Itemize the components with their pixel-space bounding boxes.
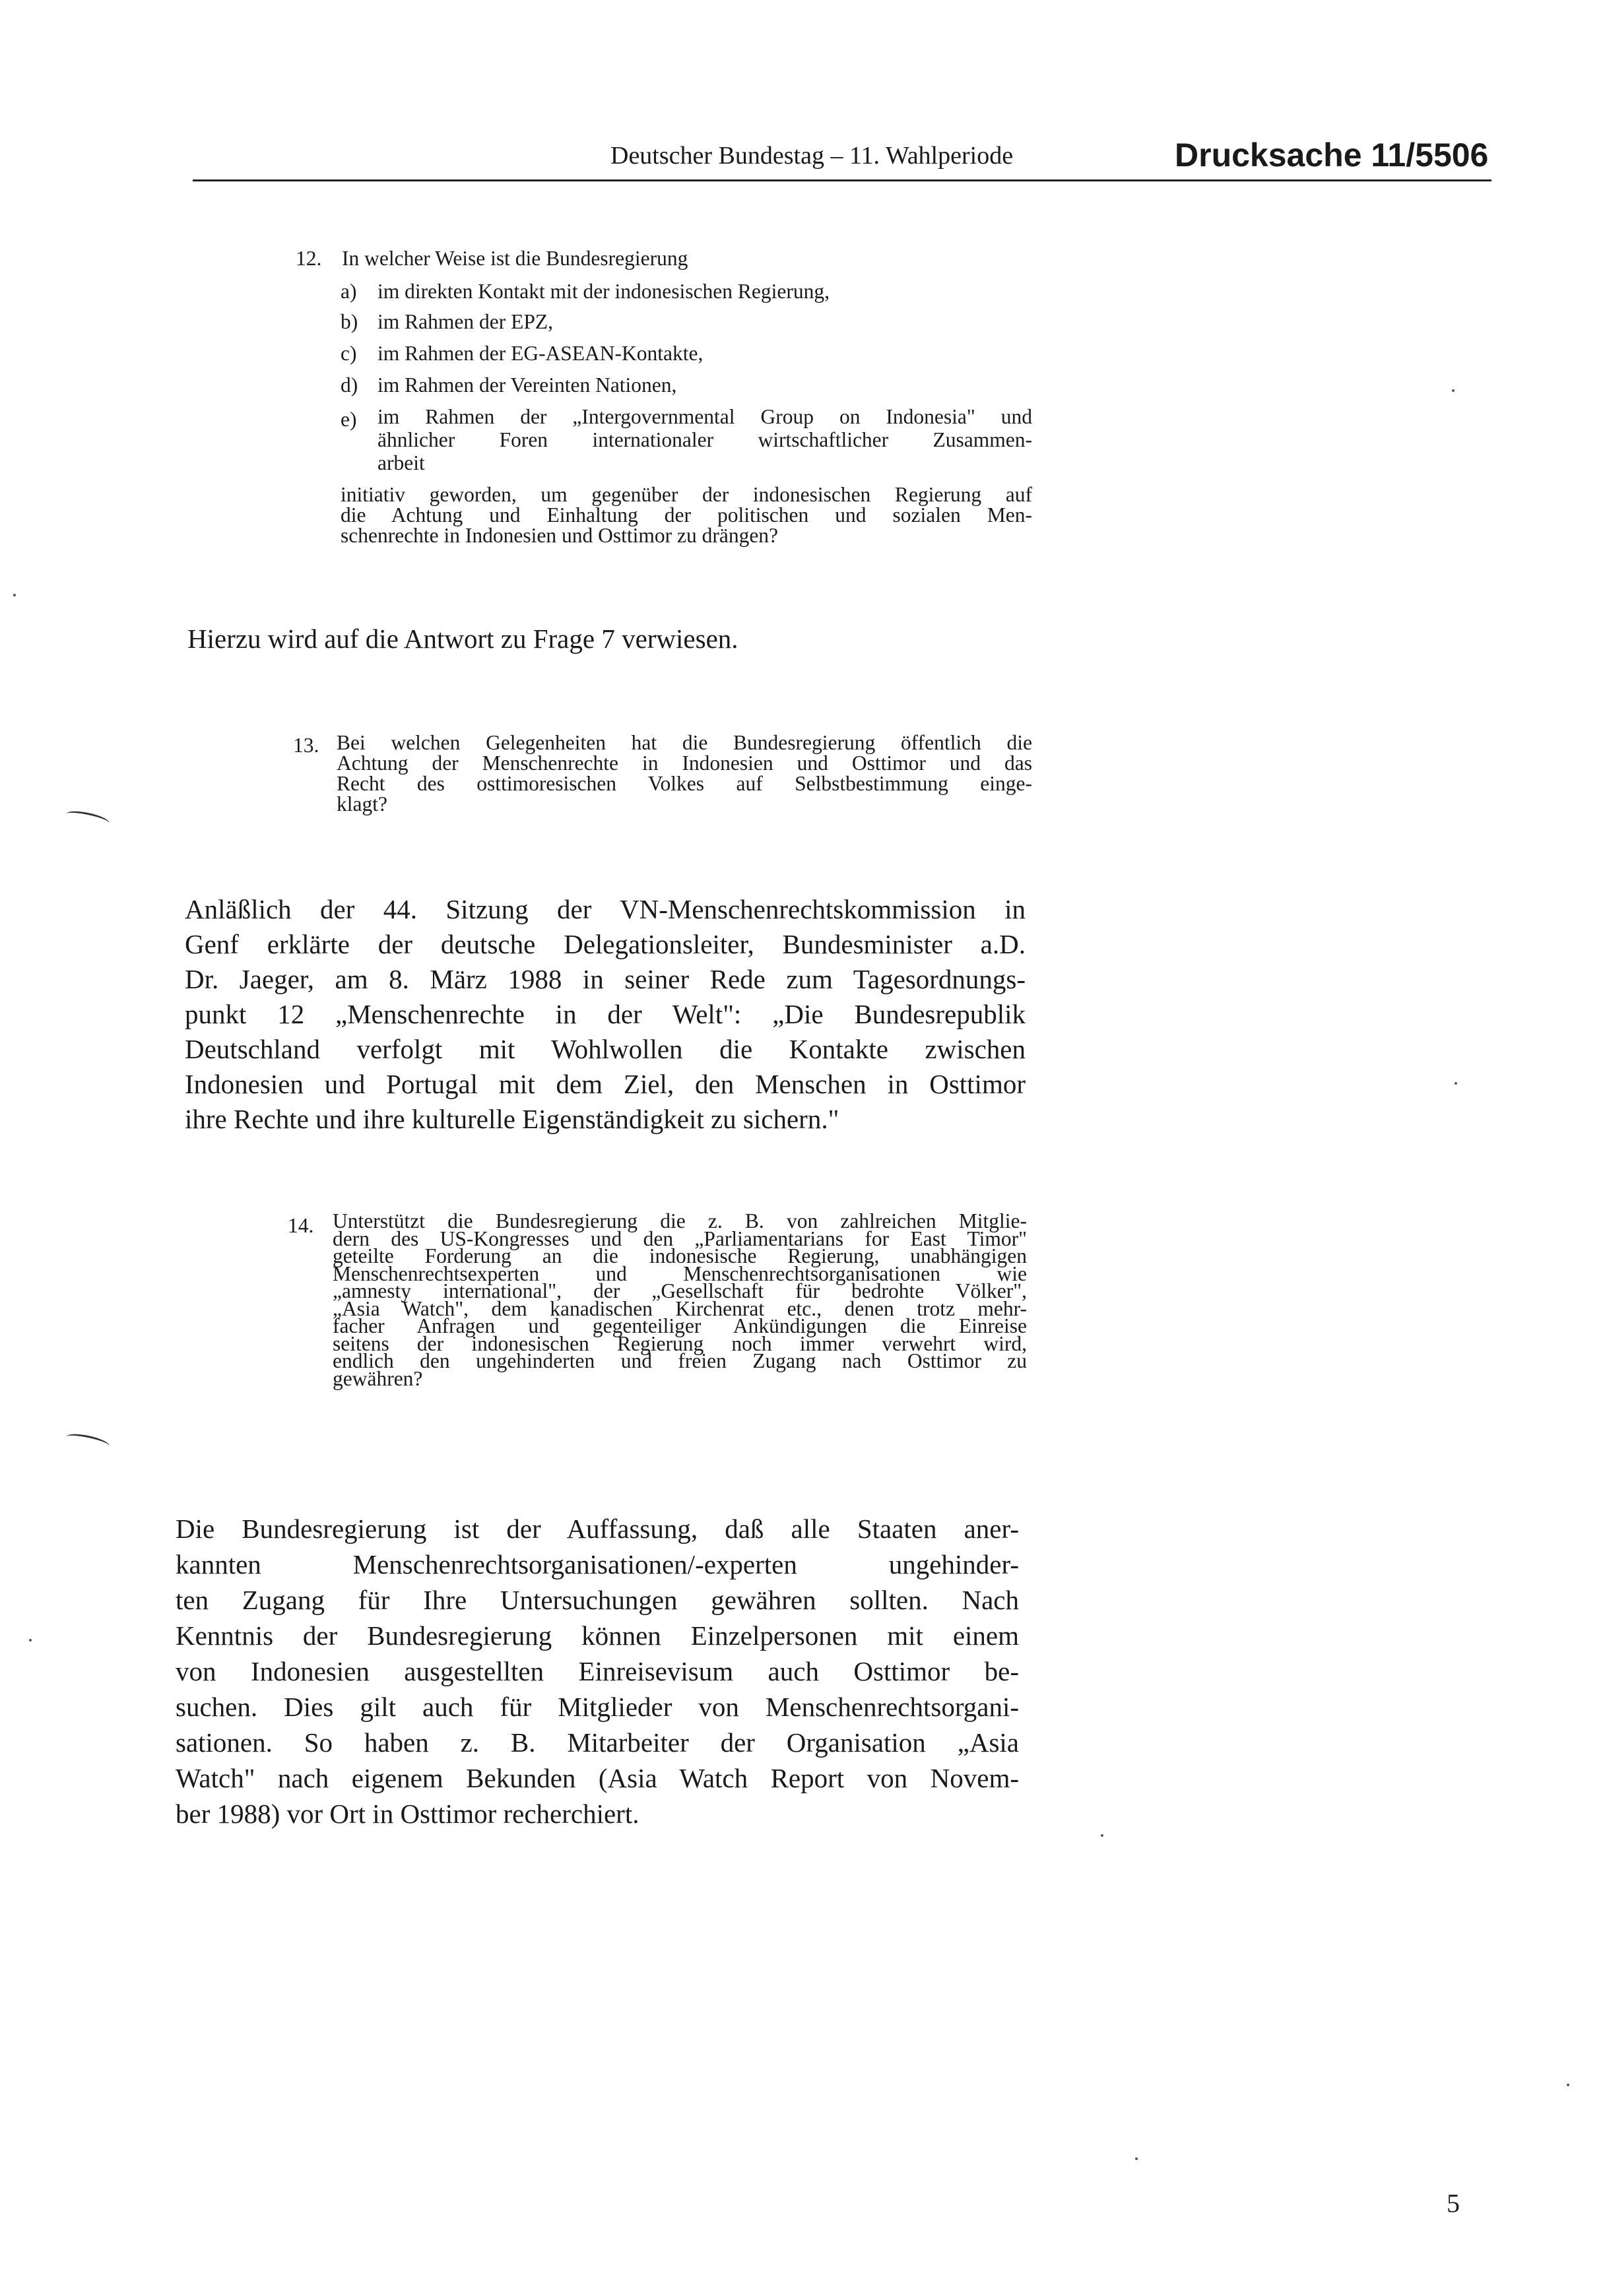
scan-speck bbox=[1567, 2084, 1569, 2086]
q14-text bbox=[333, 1209, 1027, 1390]
q14-line: facher Anfragen und gegenteiliger Ankündigungen die Einreise bbox=[333, 1314, 1027, 1337]
q12-item-b: im Rahmen der EPZ, bbox=[377, 310, 553, 333]
answer-13 bbox=[185, 892, 1026, 1137]
answer-13-line: Indonesien und Portugal mit dem Ziel, den Menschen in Osttimor bbox=[185, 1069, 1026, 1099]
answer-14-line: sationen. So haben z. B. Mitarbeiter der Organisation „Asia bbox=[176, 1727, 1019, 1758]
q13-text bbox=[337, 732, 1032, 814]
q13-line: Achtung der Menschenrechte in Indonesien und Osttimor und das bbox=[337, 751, 1032, 775]
answer-13-line: Anläßlich der 44. Sitzung der VN-Menschenrechtskommission in bbox=[185, 894, 1026, 924]
document-number: Drucksache 11/5506 bbox=[1175, 137, 1489, 174]
q12-item-d: im Rahmen der Vereinten Nationen, bbox=[377, 373, 677, 397]
q12-intro: In welcher Weise ist die Bundesregierung bbox=[342, 247, 688, 270]
q12-item-a: im direkten Kontakt mit der indonesischen Regierung, bbox=[377, 280, 830, 303]
q14-line: „amnesty international", der „Gesellschaft für bedrohte Völker", bbox=[333, 1279, 1027, 1302]
q14-line: endlich den ungehinderten und freien Zugang nach Osttimor zu bbox=[333, 1349, 1027, 1372]
q12-item-d-letter: d) bbox=[341, 373, 358, 397]
answer-13-line: ihre Rechte und ihre kulturelle Eigenständigkeit zu sichern." bbox=[185, 1104, 839, 1134]
answer-14 bbox=[176, 1511, 1019, 1832]
scan-speck bbox=[1455, 1082, 1457, 1085]
header-rule bbox=[193, 179, 1491, 181]
q12-item-a-letter: a) bbox=[341, 280, 357, 303]
q12-item-c: im Rahmen der EG-ASEAN-Kontakte, bbox=[377, 342, 704, 365]
q12-closing bbox=[341, 484, 1032, 546]
q14-line: Menschenrechtsexperten und Menschenrechtsorganisationen wie bbox=[333, 1261, 1027, 1285]
q12-number: 12. bbox=[296, 247, 322, 270]
answer-14-line: Die Bundesregierung ist der Auffassung, daß alle Staaten aner- bbox=[176, 1514, 1019, 1544]
q12-item-e-line: ähnlicher Foren internationaler wirtschaftlicher Zusammen- bbox=[377, 428, 1032, 451]
answer-14-line: Watch" nach eigenem Bekunden (Asia Watch Report von Novem- bbox=[176, 1763, 1019, 1793]
answer-14-line: ber 1988) vor Ort in Osttimor recherchiert. bbox=[176, 1799, 639, 1829]
scan-margin-mark bbox=[65, 1431, 110, 1451]
answer-13-line: Genf erklärte der deutsche Delegationsleiter, Bundesminister a.D. bbox=[185, 929, 1026, 959]
answer-14-line: kannten Menschenrechtsorganisationen/-experten ungehinder- bbox=[176, 1549, 1019, 1579]
answer-13-line: Deutschland verfolgt mit Wohlwollen die Kontakte zwischen bbox=[185, 1034, 1026, 1064]
q12-closing-line: die Achtung und Einhaltung der politischen und sozialen Men- bbox=[341, 503, 1032, 526]
header-period: Deutscher Bundestag – 11. Wahlperiode bbox=[610, 142, 1014, 170]
scan-speck bbox=[1101, 1834, 1103, 1837]
scan-speck bbox=[1135, 2157, 1138, 2160]
q12-item-e bbox=[377, 405, 1032, 474]
q12-closing-line: initiativ geworden, um gegenüber der indonesischen Regierung auf bbox=[341, 483, 1032, 506]
q13-line: Bei welchen Gelegenheiten hat die Bundesregierung öffentlich die bbox=[337, 731, 1032, 754]
q12-item-e-line: im Rahmen der „Intergovernmental Group on Indonesia" und bbox=[377, 405, 1032, 428]
q12-item-c-letter: c) bbox=[341, 342, 357, 365]
q12-item-e-line: arbeit bbox=[377, 451, 425, 474]
q14-line: seitens der indonesischen Regierung noch immer verwehrt wird, bbox=[333, 1331, 1027, 1355]
q14-line: dern des US-Kongresses und den „Parliamentarians for East Timor" bbox=[333, 1227, 1027, 1250]
q12-closing-line: schenrechte in Indonesien und Osttimor zu drängen? bbox=[341, 524, 779, 547]
answer-14-line: ten Zugang für Ihre Untersuchungen gewähren sollten. Nach bbox=[176, 1585, 1019, 1615]
q12-item-b-letter: b) bbox=[341, 310, 358, 333]
page-number: 5 bbox=[1447, 2188, 1460, 2218]
q14-line: „Asia Watch", dem kanadischen Kirchenrat etc., denen trotz mehr- bbox=[333, 1296, 1027, 1320]
answer-12: Hierzu wird auf die Antwort zu Frage 7 verwiesen. bbox=[187, 623, 738, 654]
q14-number: 14. bbox=[288, 1214, 314, 1237]
scan-margin-mark bbox=[65, 808, 110, 828]
q13-line: klagt? bbox=[337, 792, 387, 815]
answer-14-line: Kenntnis der Bundesregierung können Einzelpersonen mit einem bbox=[176, 1620, 1019, 1651]
q14-line: Unterstützt die Bundesregierung die z. B. von zahlreichen Mitglie- bbox=[333, 1209, 1027, 1232]
q14-line: geteilte Forderung an die indonesische Regierung, unabhängigen bbox=[333, 1244, 1027, 1267]
q13-line: Recht des osttimoresischen Volkes auf Selbstbestimmung einge- bbox=[337, 772, 1032, 795]
q12-item-e-letter: e) bbox=[341, 408, 357, 431]
scan-speck bbox=[29, 1639, 32, 1642]
answer-13-line: punkt 12 „Menschenrechte in der Welt": „Die Bundesrepublik bbox=[185, 999, 1026, 1029]
scan-speck bbox=[1452, 389, 1455, 392]
scan-speck bbox=[13, 594, 16, 596]
answer-14-line: von Indonesien ausgestellten Einreisevisum auch Osttimor be- bbox=[176, 1656, 1019, 1686]
q13-number: 13. bbox=[293, 734, 319, 757]
answer-13-line: Dr. Jaeger, am 8. März 1988 in seiner Rede zum Tagesordnungs- bbox=[185, 964, 1026, 994]
q14-line: gewähren? bbox=[333, 1366, 423, 1390]
answer-14-line: suchen. Dies gilt auch für Mitglieder von Menschenrechtsorgani- bbox=[176, 1692, 1019, 1722]
